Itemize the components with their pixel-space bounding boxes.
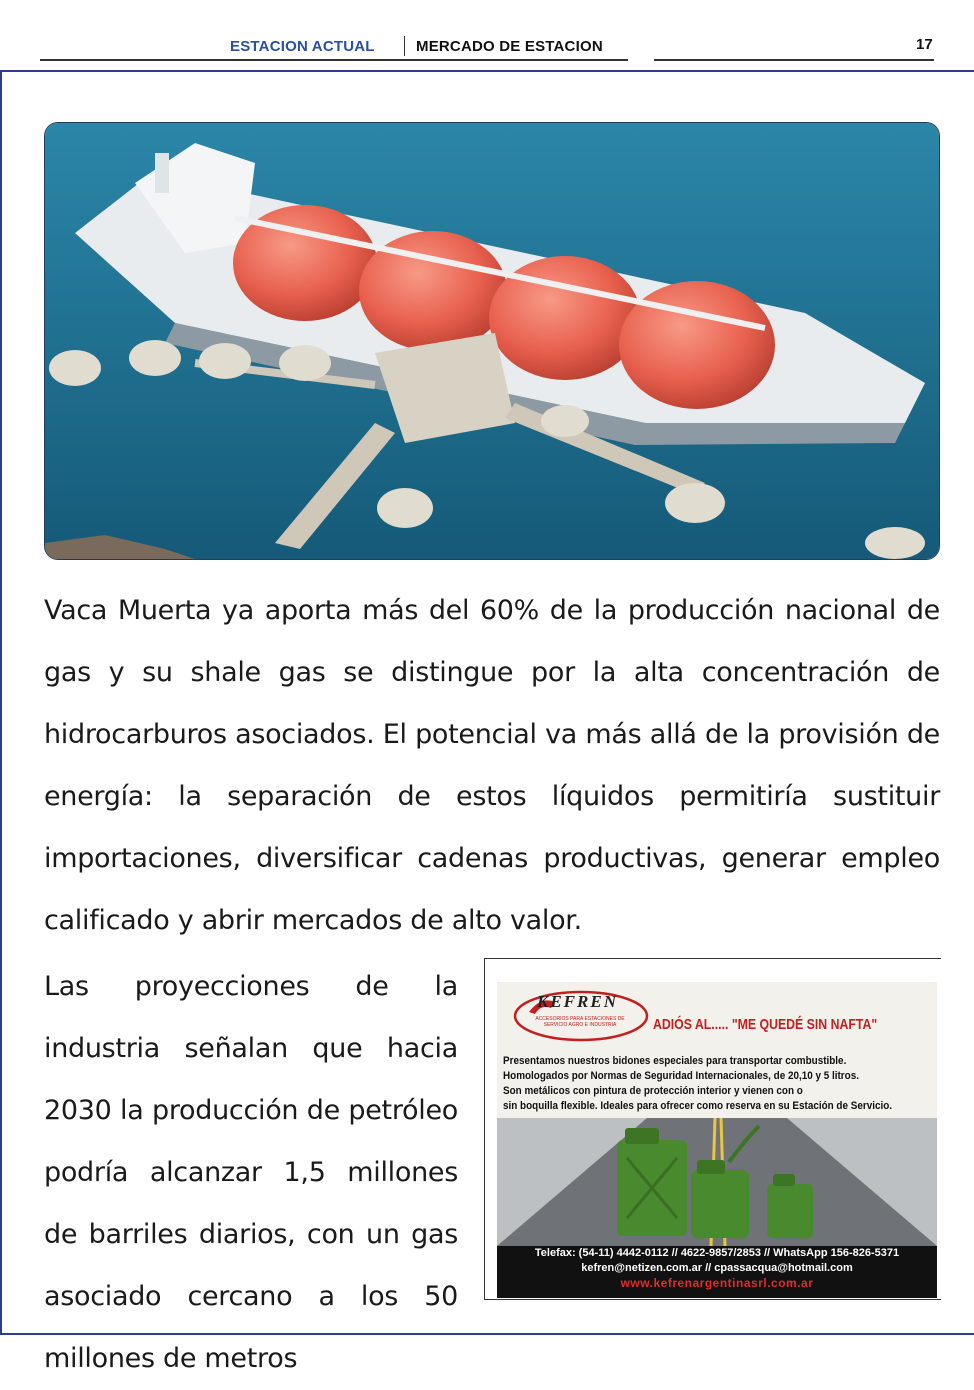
road-with-jerrycans (497, 1118, 937, 1246)
header-rule-right (654, 59, 934, 61)
ad-description-line: Son metálicos con pintura de protección interior y vienen con o (503, 1085, 803, 1097)
ad-description-line: Presentamos nuestros bidones especiales para transportar combustible. (503, 1055, 847, 1067)
ad-brand-tagline: ACCESORIOS PARA ESTACIONES DE SERVICIO AGRO E INDUSTRIA (535, 1016, 625, 1028)
page-number: 17 (916, 36, 933, 53)
ad-description-line: sin boquilla flexible. Ideales para ofrecer como reserva en su Estación de Servicio. (503, 1100, 893, 1112)
article-photo (44, 122, 940, 560)
page-frame-top (0, 70, 974, 72)
article-paragraph-2: Las proyecciones de la industria señalan que hacia 2030 la producción de petróleo podría alcanzar 1,5 millones de barriles diarios, con un gas asociado cercano a los 50 millones de metros (44, 971, 458, 1374)
header-rule-left (40, 59, 628, 61)
subsection-title: MERCADO DE ESTACION (416, 38, 603, 55)
ad-contact-bar (497, 1246, 937, 1298)
header-divider (404, 36, 405, 56)
ad-slogan: ADIÓS AL..... "ME QUEDÉ SIN NAFTA" (653, 1016, 878, 1033)
page-frame-left (0, 70, 2, 1335)
lng-tanker-illustration (45, 123, 939, 559)
ad-brand: KEFREN (537, 992, 618, 1011)
section-title: ESTACION ACTUAL (230, 38, 375, 55)
kefren-advertisement (497, 982, 937, 1298)
ad-description-line: Homologados por Normas de Seguridad Internacionales, de 20,10 y 5 litros. (503, 1070, 859, 1082)
ad-website-link[interactable]: www.kefrenargentinasrl.com.ar (620, 1276, 814, 1290)
article-paragraph-1: Vaca Muerta ya aporta más del 60% de la producción nacional de gas y su shale gas se distingue por la alta concentración de hidrocarburos asociados. El potencial va más allá de la provisión de energía: la separación de estos líquidos permitiría sustituir importaciones, diversificar cadenas productivas, generar empleo calificado y abrir mercados de alto valor. (44, 595, 940, 936)
ad-emails: kefren@netizen.com.ar // cpassacqua@hotmail.com (581, 1262, 853, 1274)
page-header (40, 30, 934, 60)
ad-phones: Telefax: (54-11) 4442-0112 // 4622-9857/2853 // WhatsApp 156-826-5371 (534, 1247, 900, 1259)
jerrycan-20l-icon (617, 1128, 687, 1236)
ad-description (503, 1054, 935, 1114)
